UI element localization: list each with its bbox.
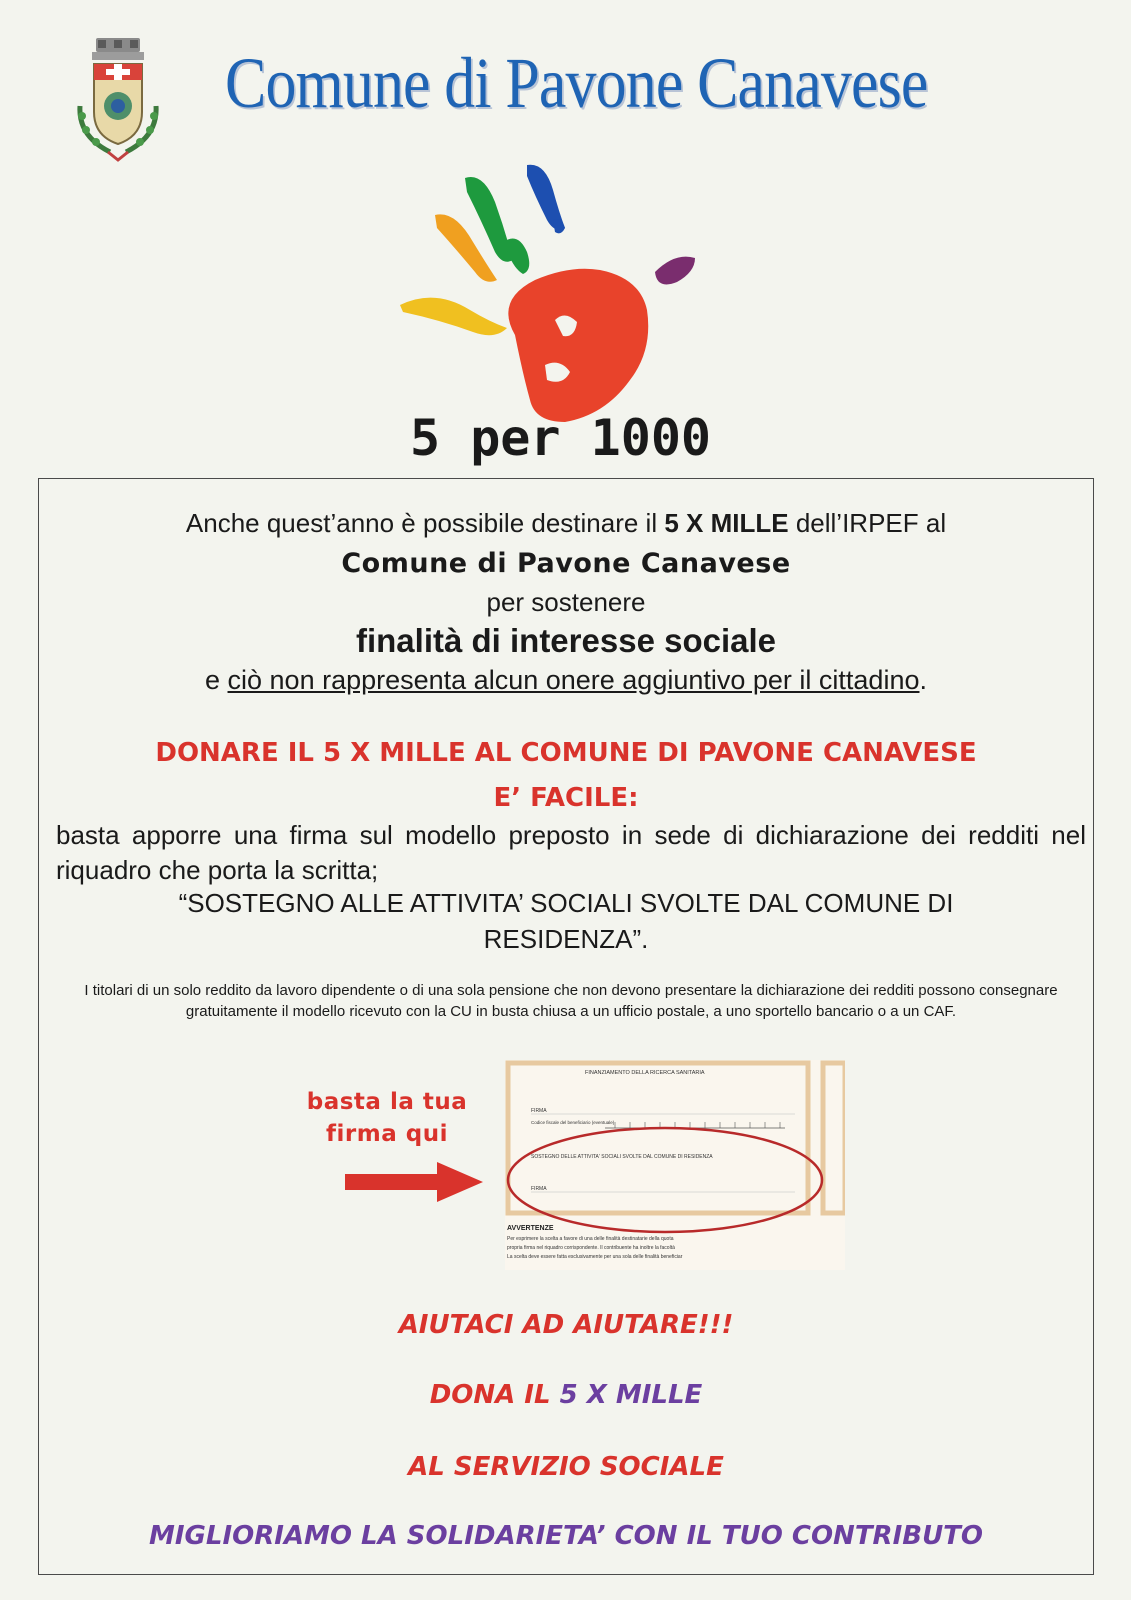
quote-line-2: RESIDENZA”. [483,924,649,954]
form-av-line-2: propria firma nel riquadro corrispondente. Il contribuente ha inoltre la facoltà [507,1245,675,1251]
quote-line-1: “SOSTEGNO ALLE ATTIVITA’ SOCIALI SVOLTE DAL COMUNE DI [178,888,954,918]
slogan-social-service: AL SERVIZIO SOCIALE [408,1452,724,1482]
red-arrow-right-icon [345,1160,485,1204]
donate-heading: DONARE IL 5 X MILLE AL COMUNE DI PAVONE CANAVESE [155,738,977,768]
tax-form-example [505,1060,845,1270]
rainbow-handprint-icon [395,160,725,430]
form-av-line-3: La scelta deve essere fatta esclusivamente per una sola delle finalità beneficiar [507,1254,683,1260]
form-firma-2: FIRMA [531,1186,547,1192]
form-av-line-1: Per esprimere la scelta a favore di una delle finalità destinatarie della quota [507,1236,674,1242]
intro-prefix: e [204,665,228,695]
municipality-name: Comune di Pavone Canavese [341,548,791,579]
form-sostegno-text: SOSTEGNO DELLE ATTIVITA' SOCIALI SVOLTE DAL COMUNE DI RESIDENZA [531,1154,713,1160]
cu-note: I titolari di un solo reddito da lavoro dipendente o di una sola pensione che non devono presentare la dichiarazione dei redditi possono consegnare gratuitamente il modello ricevuto con la CU in busta chiusa a un ufficio postale, a uno sportello bancario o a un CAF. [84,982,1058,1020]
campaign-label: 5 per 1000 [410,409,712,467]
intro-line-5 [38,665,1094,696]
sign-label-line-1: basta la tua [306,1089,468,1115]
intro-line-1 [38,508,1094,539]
slogan-help: AIUTACI AD AIUTARE!!! [398,1310,734,1340]
sign-here-label [292,1086,482,1150]
form-header-text: FINANZIAMENTO DELLA RICERCA SANITARIA [585,1070,705,1076]
municipal-crest-icon [70,36,165,166]
form-firma-1: FIRMA [531,1108,547,1114]
page-title: Comune di Pavone Canavese [225,43,928,123]
slogan-solidarity: MIGLIORIAMO LA SOLIDARIETA’ CON IL TUO CONTRIBUTO [148,1521,984,1551]
slogan-donate [38,1380,1094,1410]
intro-text-end: dell’IRPEF al [788,508,947,538]
intro-bold: 5 X MILLE [664,508,789,538]
intro-period: . [919,665,927,695]
donate-instruction: basta apporre una firma sul modello preposto in sede di dichiarazione dei redditi nel riquadro che porta la scritta; [56,820,1086,885]
intro-line-3: per sostenere [486,587,646,617]
sign-label-line-2: firma qui [326,1121,448,1147]
donate-subheading: E’ FACILE: [493,783,639,813]
intro-text: Anche quest’anno è possibile destinare il [185,508,665,538]
form-avvertenze: AVVERTENZE [507,1225,554,1232]
slogan-donate-amount: 5 X MILLE [559,1380,703,1410]
purpose-heading: finalità di interesse sociale [355,622,776,659]
no-cost-note: ciò non rappresenta alcun onere aggiuntivo per il cittadino [227,665,920,695]
form-codice: Codice fiscale del beneficiario (eventuale) [531,1120,615,1125]
slogan-donate-prefix: DONA IL [429,1380,560,1410]
